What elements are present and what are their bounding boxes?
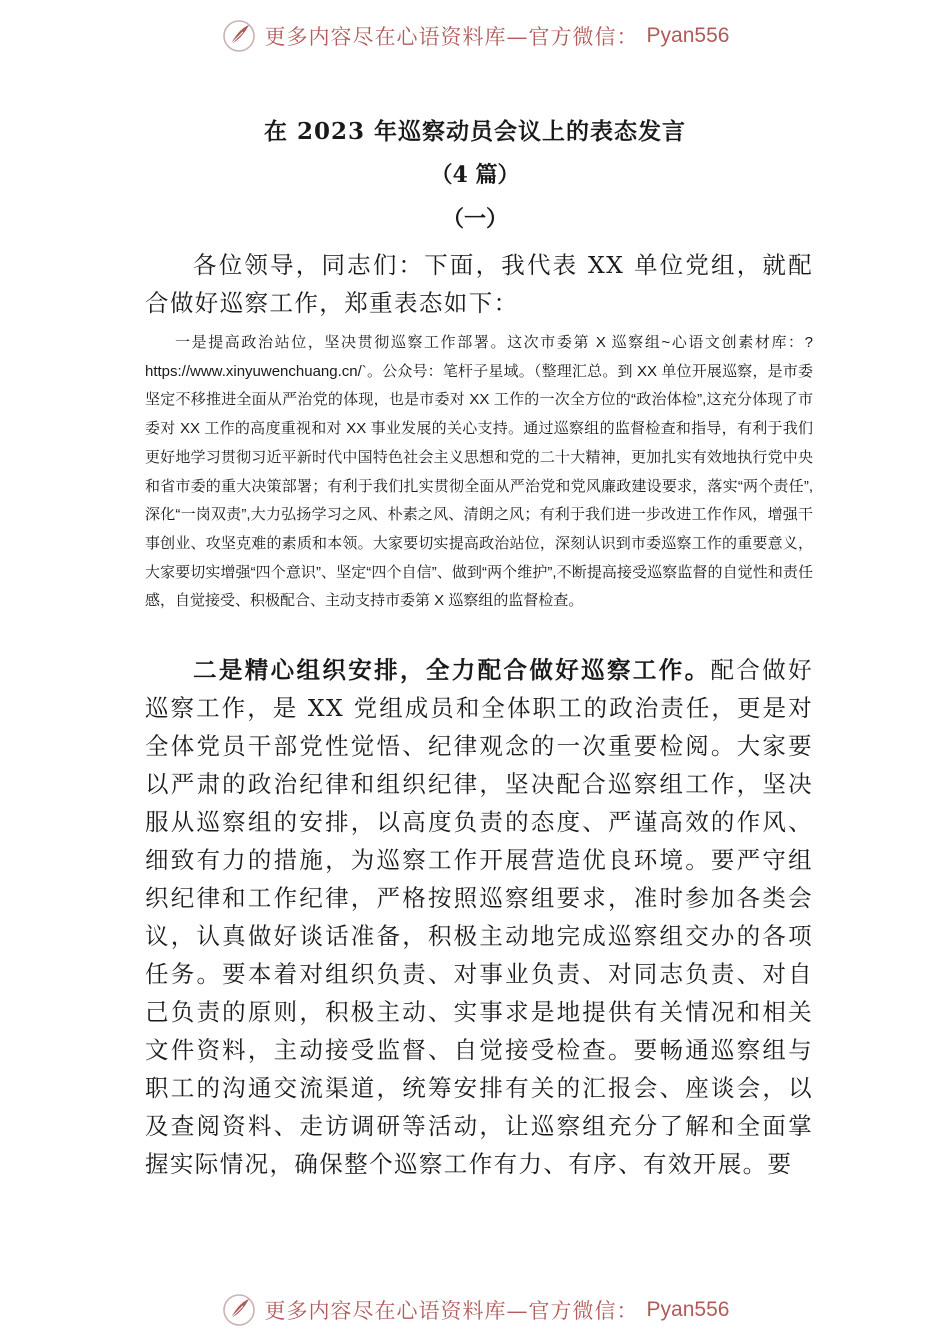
section-heading: （一） <box>441 206 508 232</box>
header-watermark <box>0 14 950 58</box>
feather-logo-icon <box>221 1292 257 1328</box>
point-two-lead: 二是精心组织安排，全力配合做好巡察工作。 <box>193 656 711 684</box>
document-title: 在 2023 年巡察动员会议上的表态发言 <box>263 118 687 145</box>
point-two-body: 配合做好巡察工作，是 XX 党组成员和全体职工的政治责任，更是对全体党员干部党性觉悟、纪律观念的一次重要检阅。大家要以严肃的政治纪律和组织纪律，坚决配合巡察组工作，坚决服从巡察组的安排，以高度负责的态度、严谨高效的作风、细致有力的措施，为巡察工作开展营造优良环境。要严守组织纪律和工作纪律，严格按照巡察组要求，准时参加各类会议，认真做好谈话准备，积极主动地完成巡察组交办的各项任务。要本着对组织负责、对事业负责、对同志负责、对自己负责的原则，积极主动、实事求是地提供有关情况和相关文件资料，主动接受监督、自觉接受检查。要畅通巡察组与职工的沟通交流渠道，统筹安排有关的汇报会、座谈会，以及查阅资料、走访调研等活动，让巡察组充分了解和全面掌握实际情况，确保整个巡察工作有力、有序、有效开展。要 <box>145 656 814 1178</box>
document-subtitle-count: （4 篇） <box>430 162 520 188</box>
watermark-text: 更多内容尽在心语资料库—官方微信： <box>264 1299 639 1323</box>
watermark-wechat-id: Pyan556 <box>646 24 730 47</box>
watermark-text: 更多内容尽在心语资料库—官方微信： <box>264 25 639 49</box>
watermark-wechat-id: Pyan556 <box>646 1298 730 1321</box>
feather-logo-icon <box>221 18 257 54</box>
point-two-paragraph <box>145 651 813 1183</box>
intro-paragraph: 各位领导，同志们：下面，我代表 XX 单位党组，就配合做好巡察工作，郑重表态如下： <box>145 251 813 317</box>
footer-watermark <box>0 1288 950 1332</box>
point-one-paragraph: 一是提高政治站位，坚决贯彻巡察工作部署。这次市委第 X 巡察组~心语文创素材库：?https://www.xinyuwenchuang.cn/`。公众号：笔杆子星域。（整理汇总。到 XX 单位开展巡察，是市委坚定不移推进全面从严治党的体现，也是市委对 XX 工作的一次全方位的“政治体检”,这充分体现了市委对 XX 工作的高度重视和对 XX 事业发展的关心支持。通过巡察组的监督检查和指导，有利于我们更好地学习贯彻习近平新时代中国特色社会主义思想和党的二十大精神，更加扎实有效地执行党中央和省市委的重大决策部署；有利于我们扎实贯彻全面从严治党和党风廉政建设要求，落实“两个责任”,深化“一岗双责”,大力弘扬学习之风、朴素之风、清朗之风；有利于我们进一步改进工作作风，增强干事创业、攻坚克难的素质和本领。大家要切实提高政治站位，深刻认识到市委巡察工作的重要意义，大家要切实增强“四个意识”、坚定“四个自信”、做到“两个维护”,不断提高接受巡察监督的自觉性和责任感，自觉接受、积极配合、主动支持市委第 X 巡察组的监督检查。 <box>145 334 813 610</box>
